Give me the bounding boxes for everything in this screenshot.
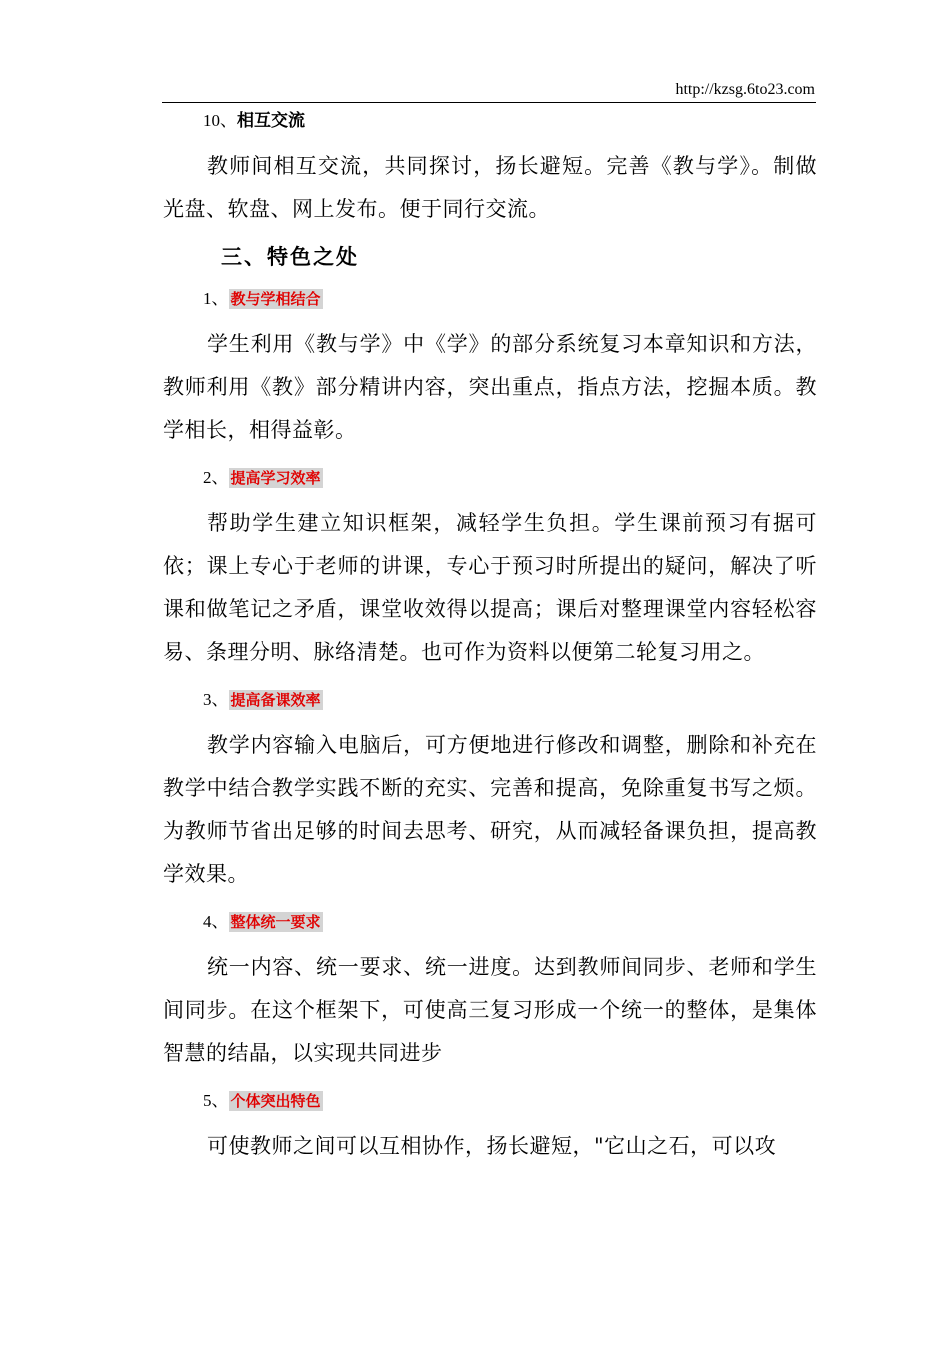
feature-4-paragraph: 统一内容、统一要求、统一进度。达到教师间同步、老师和学生间同步。在这个框架下，可使高三复习形成一个统一的整体，是集体智慧的结晶，以实现共同进步 — [163, 955, 817, 1065]
feature-title: 教与学相结合 — [230, 290, 321, 308]
feature-3-paragraph: 教学内容输入电脑后，可方便地进行修改和调整，删除和补充在教学中结合教学实践不断的充实、完善和提高，免除重复书写之烦。为教师节省出足够的时间去思考、研究，从而减轻备课负担，提高教学效果。 — [163, 733, 817, 886]
document-body — [163, 106, 817, 1168]
feature-title: 个体突出特色 — [230, 1092, 321, 1110]
feature-5-paragraph: 可使教师之间可以互相协作，扬长避短，"它山之石，可以攻 — [207, 1134, 777, 1158]
header-url: http://kzsg.6to23.com — [675, 81, 815, 98]
feature-title: 提高学习效率 — [230, 469, 321, 487]
item-number: 10、 — [203, 111, 237, 130]
section-heading: 三、特色之处 — [221, 245, 359, 269]
feature-5-heading — [163, 1090, 817, 1112]
feature-1-paragraph: 学生利用《教与学》中《学》的部分系统复习本章知识和方法，教师利用《教》部分精讲内容，突出重点，指点方法，挖掘本质。教学相长，相得益彰。 — [163, 332, 817, 442]
feature-number: 3、 — [203, 690, 229, 709]
feature-number: 4、 — [203, 912, 229, 931]
item-title: 相互交流 — [237, 111, 305, 131]
feature-2-paragraph: 帮助学生建立知识框架，减轻学生负担。学生课前预习有据可依；课上专心于老师的讲课，专心于预习时所提出的疑问，解决了听课和做笔记之矛盾，课堂收效得以提高；课后对整理课堂内容轻松容易、条理分明、脉络清楚。也可作为资料以便第二轮复习用之。 — [163, 511, 817, 664]
feature-4-heading — [163, 911, 817, 933]
feature-number: 2、 — [203, 468, 229, 487]
item-10-paragraph: 教师间相互交流，共同探讨，扬长避短。完善《教与学》。制做光盘、软盘、网上发布。便于同行交流。 — [163, 154, 817, 221]
header-rule — [162, 102, 816, 103]
feature-2-heading — [163, 467, 817, 489]
feature-3-heading — [163, 689, 817, 711]
feature-1-heading — [163, 288, 817, 310]
item-10-heading — [163, 110, 817, 132]
feature-number: 5、 — [203, 1091, 229, 1110]
feature-title: 整体统一要求 — [230, 913, 321, 931]
feature-number: 1、 — [203, 289, 229, 308]
feature-title: 提高备课效率 — [230, 691, 321, 709]
